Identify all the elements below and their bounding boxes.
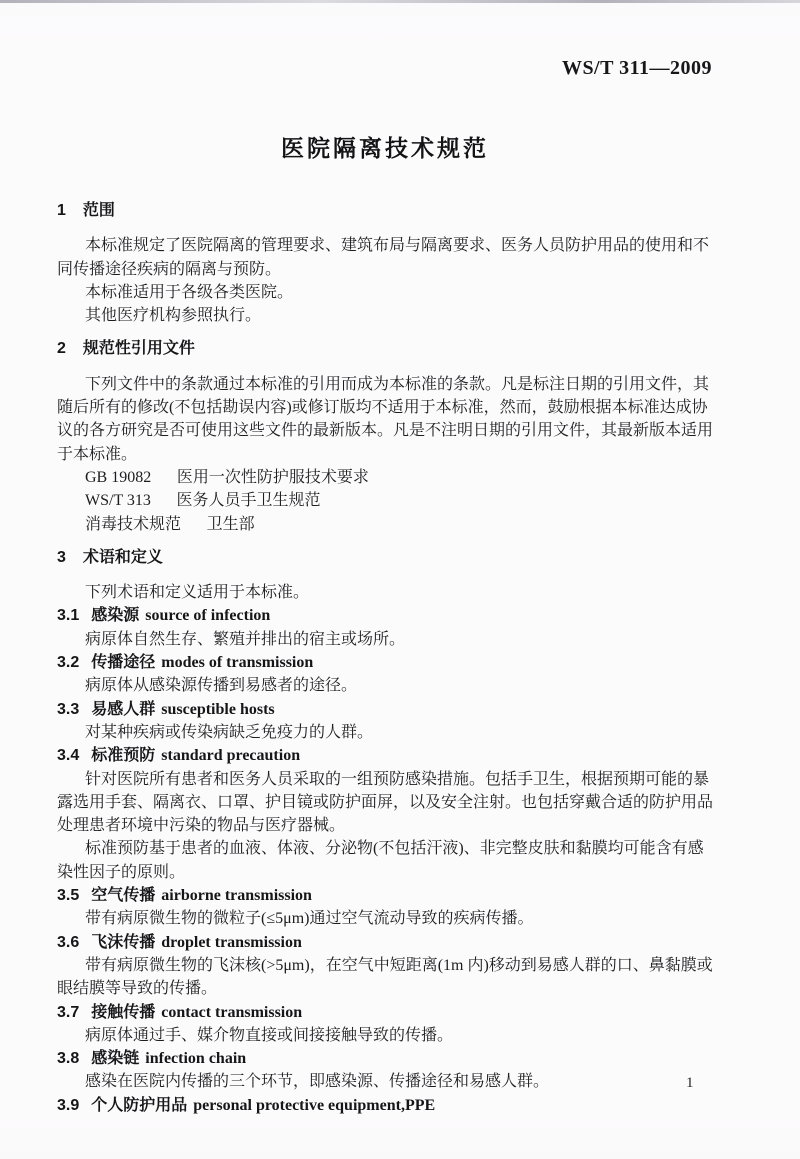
reference-title: 卫生部: [206, 515, 255, 533]
section-1-paragraph-1: 本标准规定了医院隔离的管理要求、建筑布局与隔离要求、医务人员防护用品的使用和不同传播途径疾病的隔离与预防。: [57, 237, 710, 278]
term-number: 3.9: [57, 1096, 80, 1114]
scan-edge: [0, 0, 800, 3]
term-name-zh: 易感人群: [91, 700, 156, 718]
term-name-en: droplet transmission: [161, 933, 302, 951]
section-1-number: 1: [57, 202, 66, 219]
reference-title: 医用一次性防护服技术要求: [176, 468, 369, 486]
term-heading: [57, 884, 713, 907]
section-1-paragraph-2: 本标准适用于各级各类医院。: [85, 283, 294, 301]
term-name-en: infection chain: [145, 1050, 247, 1068]
section-2-heading: [57, 337, 713, 360]
term-name-zh: 飞沫传播: [91, 933, 156, 951]
standard-number: WS/T 311—2009: [561, 57, 712, 79]
term-name-zh: 传播途径: [91, 654, 156, 672]
term-name-en: susceptible hosts: [161, 700, 275, 718]
document-body: [57, 199, 713, 1117]
term-heading: [57, 1001, 713, 1024]
term-name-zh: 感染链: [91, 1050, 140, 1068]
term-name-zh: 空气传播: [91, 887, 156, 905]
reference-title: 医务人员手卫生规范: [176, 492, 321, 510]
term-definition: 带有病原微生物的飞沫核(>5μm)，在空气中短距离(1m 内)移动到易感人群的口、鼻黏膜或眼结膜等导致的传播。: [57, 956, 713, 998]
page-number: 1: [686, 1075, 694, 1091]
term-number: 3.6: [57, 933, 80, 951]
reference-code: 消毒技术规范: [85, 515, 182, 533]
section-3-intro: 下列术语和定义适用于本标准。: [85, 584, 310, 602]
term-number: 3.3: [57, 700, 80, 718]
term-name-en: personal protective equipment,PPE: [193, 1096, 436, 1114]
section-1-heading: [57, 199, 713, 222]
section-2-paragraph-1: 下列文件中的条款通过本标准的引用而成为本标准的条款。凡是标注日期的引用文件，其随后所有的修改(不包括勘误内容)或修订版均不适用于本标准，然而，鼓励根据本标准达成协议的各方研究是否可使用这些文件的最新版本。凡是不注明日期的引用文件，其最新版本适用于本标准。: [57, 375, 714, 463]
section-2-title: 规范性引用文件: [82, 340, 195, 358]
term-heading: [57, 698, 713, 721]
term-heading: [57, 604, 713, 627]
term-name-en: airborne transmission: [161, 887, 312, 905]
term-number: 3.1: [57, 607, 80, 625]
term-definition: 对某种疾病或传染病缺乏免疫力的人群。: [85, 723, 374, 741]
reference-item: [57, 513, 713, 536]
reference-code: WS/T 313: [85, 492, 151, 510]
term-name-en: standard precaution: [161, 747, 301, 765]
term-name-zh: 个人防护用品: [91, 1096, 188, 1114]
section-3-heading: [57, 546, 713, 569]
document-title: 医院隔离技术规范: [281, 135, 489, 161]
reference-item: [57, 466, 713, 489]
term-heading: [57, 744, 713, 767]
term-heading: [57, 931, 713, 954]
section-1-title: 范围: [82, 202, 115, 219]
term-definition: 病原体通过手、媒介物直接或间接接触导致的传播。: [85, 1026, 454, 1044]
term-name-en: modes of transmission: [161, 654, 314, 672]
term-definition: 病原体自然生存、繁殖并排出的宿主或场所。: [85, 630, 406, 648]
term-definition: 带有病原微生物的微粒子(≤5μm)通过空气流动导致的疾病传播。: [85, 910, 534, 928]
term-definition: 标准预防基于患者的血液、体液、分泌物(不包括汗液)、非完整皮肤和黏膜均可能含有感染性因子的原则。: [57, 840, 704, 881]
term-number: 3.4: [57, 747, 80, 765]
term-definition: 病原体从感染源传播到易感者的途径。: [85, 677, 358, 695]
section-3-title: 术语和定义: [82, 548, 163, 566]
term-definition: 感染在医院内传播的三个环节，即感染源、传播途径和易感人群。: [85, 1073, 550, 1091]
term-number: 3.2: [57, 654, 80, 672]
section-2-number: 2: [57, 340, 66, 358]
section-1-paragraph-3: 其他医疗机构参照执行。: [85, 307, 262, 325]
reference-code: GB 19082: [85, 468, 152, 486]
section-3-number: 3: [57, 548, 66, 566]
term-definition: 针对医院所有患者和医务人员采取的一组预防感染措施。包括手卫生，根据预期可能的暴露选用手套、隔离衣、口罩、护目镜或防护面屏，以及安全注射。也包括穿戴合适的防护用品处理患者环境中污染的物品与医疗器械。: [57, 770, 714, 835]
term-number: 3.7: [57, 1003, 80, 1021]
reference-item: [57, 489, 713, 512]
term-number: 3.8: [57, 1050, 80, 1068]
term-name-zh: 感染源: [91, 607, 140, 625]
term-name-zh: 标准预防: [91, 747, 156, 765]
term-name-en: contact transmission: [161, 1003, 303, 1021]
term-heading: [57, 651, 713, 674]
term-number: 3.5: [57, 887, 80, 905]
term-heading: [57, 1047, 713, 1070]
term-heading: [57, 1094, 713, 1117]
term-name-zh: 接触传播: [91, 1003, 156, 1021]
term-name-en: source of infection: [145, 607, 271, 625]
